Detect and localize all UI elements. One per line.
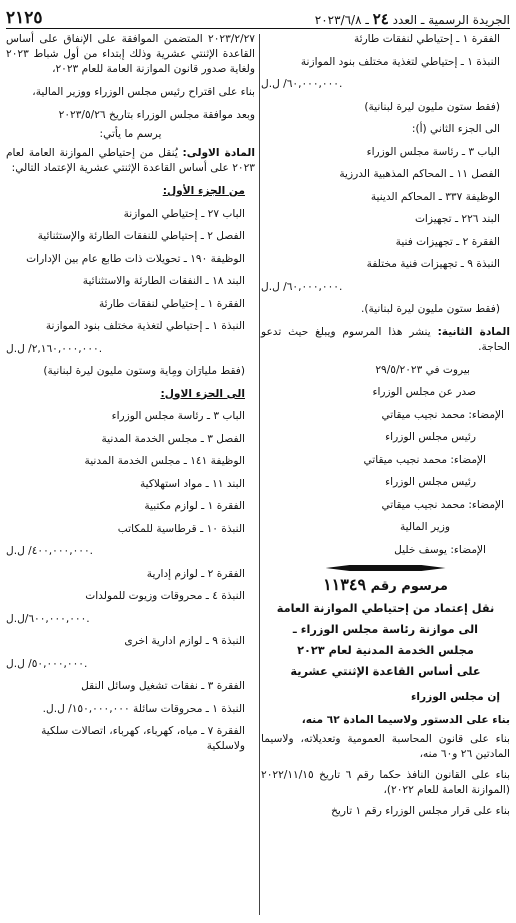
part-heading: الى الجزء الثاني (أ): [411, 123, 500, 135]
line: الباب ٣ ـ رئاسة مجلس الوزراء [111, 410, 245, 422]
signature: الإمضاء: محمد نجيب ميقاتي [381, 408, 504, 421]
amount-words: (فقط ستون مليون ليرة لبنانية) [364, 100, 500, 113]
amount-words: (فقط مليارَان ومِاية وستون مليون ليرة لبنانية) [43, 365, 245, 377]
line: النبذة ١ ـ محروقات سائلة ١٥٠,٠٠٠,٠٠٠/ ل.ل. [42, 702, 245, 715]
line: الفقرة ٧ ـ مياه، كهرباء، كهرباء، اتصالات سلكية ولاسلكية [41, 725, 245, 752]
decree-title-line: نقل إعتماد من إحتياطي الموازنة العامة [276, 602, 495, 615]
basis: بناء على قانون المحاسبة العمومية وتعديلاته، ولاسيما المادتين ٢٦ و٦٠ منه، [261, 732, 510, 760]
page-number: ٢١٢٥ [6, 8, 43, 28]
line: الفقرة ٢ ـ تجهيزات فنية [395, 235, 500, 248]
page-header [6, 6, 510, 29]
amount: ٥٠,٠٠٠,٠٠٠/ ل.ل. [6, 657, 88, 670]
line: البند ١٨ ـ النفقات الطارئة والاستثنائية [82, 275, 245, 287]
line: الوظيفة ١٩٠ ـ تحويلات ذات طابع عام بين الإدارات [26, 252, 245, 265]
decree-number-value: ١١٣٤٩ [323, 575, 367, 594]
article-text: يُنقل من إحتياطي الموازنة العامة لعام ٢٠٢٣ على أساس القاعدة الإثنتي عشرية الإعتماد التالي: [6, 147, 255, 174]
amount: ٦٠,٠٠٠,٠٠٠/ ل.ل. [261, 280, 343, 293]
line: الفصل ٣ ـ مجلس الخدمة المدنية [101, 432, 245, 445]
signature: الإمضاء: محمد نجيب ميقاتي [363, 453, 486, 466]
signature: الإمضاء: يوسف خليل [394, 543, 486, 556]
line: النبذة ٩ ـ تجهيزات فنية مختلفة [366, 258, 500, 270]
article-2 [261, 325, 510, 355]
basis: بناء على القانون النافذ حكما رقم ٦ تاريخ ٢٠٢٢/١١/١٥ (الموازنة العامة للعام ٢٠٢٢)، [261, 768, 510, 796]
decree-title-line: على أساس القاعدة الإثنتي عشرية [290, 665, 481, 678]
decrees-heading: يرسم ما يأتي: [99, 128, 162, 140]
part-heading: الى الجزء الاول: [160, 387, 245, 400]
line: البند ٢٢٦ ـ تجهيزات [414, 213, 500, 225]
place-date: بيروت في ٢٩/٥/٢٠٢٣ [375, 363, 470, 376]
line: الباب ٢٧ ـ إحتياطي الموازنة [123, 207, 245, 220]
article-text: ينشر هذا المرسوم ويبلغ حيث تدعو الحاجة. [261, 325, 510, 353]
line: الفقرة ١ ـ لوازم مكتبية [144, 500, 245, 512]
line: الفقرة ٢ ـ لوازم إدارية [146, 567, 245, 580]
amount: ٦٠٠,٠٠٠,٠٠٠/ل.ل. [6, 612, 90, 625]
line: النبذة ١ ـ إحتياطي لتغذية مختلف بنود الموازنة [45, 320, 245, 332]
line: الفقرة ١ ـ إحتياطي لنفقات طارئة [353, 33, 500, 45]
amount: ٢,١٦٠,٠٠٠,٠٠٠/ ل.ل. [6, 342, 103, 355]
issue-date: ـ ٢٠٢٣/٦/٨ [314, 13, 369, 27]
article-1 [6, 146, 255, 176]
article-label: المادة الاولى: [182, 147, 255, 159]
decree-number [261, 577, 510, 594]
article-label: المادة الثانية: [437, 325, 510, 338]
gazette-title [315, 10, 510, 28]
line: الوظيفة ٣٣٧ ـ المحاكم الدينية [370, 190, 500, 203]
signature: الإمضاء: محمد نجيب ميقاتي [381, 498, 504, 511]
line: الباب ٣ ـ رئاسة مجلس الوزراء [366, 145, 500, 158]
line: النبذة ١ ـ إحتياطي لتغذية مختلف بنود الموازنة [300, 55, 500, 68]
amount: ٦٠,٠٠٠,٠٠٠/ ل.ل. [261, 78, 343, 90]
line: الفقرة ٣ ـ نفقات تشغيل وسائل النقل [81, 680, 245, 692]
paragraph: بناء على اقتراح رئيس مجلس الوزراء ووزير المالية، [32, 86, 255, 98]
decree-title-line: مجلس الخدمة المدنية لعام ٢٠٢٣ [297, 644, 474, 657]
line: النبذة ٤ ـ محروقات وزيوت للمولدات [85, 590, 245, 602]
right-column [261, 32, 510, 919]
line: الفقرة ١ ـ إحتياطي لنفقات طارئة [98, 297, 245, 310]
part-heading: من الجزء الأول: [162, 185, 245, 197]
paragraph: وبعد موافقة مجلس الوزراء بتاريخ ٢٠٢٣/٥/٢٦ [58, 109, 255, 121]
signer-role: وزير المالية [399, 521, 450, 533]
amount: ٤٠٠,٠٠٠,٠٠٠/ ل.ل. [6, 545, 94, 557]
column-divider [259, 34, 260, 915]
signer-role: رئيس مجلس الوزراء [385, 476, 476, 488]
issued-by: صدر عن مجلس الوزراء [372, 386, 476, 398]
decree-title-line: الى موازنة رئاسة مجلس الوزراء ـ [292, 623, 479, 636]
paragraph: ٢٠٢٣/٢/٢٧ المتضمن الموافقة على الإنفاق على أساس القاعدة الإثنتي عشرية وذلك إبتداء من أول شباط ٢٠٢٣ ولغاية صدور قانون الموازنة العامة للعام ٢٠٢٣، [6, 33, 255, 75]
issue-number: ٢٤ [372, 10, 389, 28]
line: الوظيفة ١٤١ ـ مجلس الخدمة المدنية [84, 455, 245, 467]
decree-title [261, 598, 510, 682]
basis: بناء على الدستور ولاسيما المادة ٦٢ منه، [301, 713, 510, 726]
amount-words: (فقط ستون مليون ليرة لبنانية). [360, 303, 500, 315]
line: الفصل ١١ ـ المحاكم المذهبية الدرزية [339, 168, 500, 180]
line: النبذة ١٠ ـ قرطاسية للمكاتب [117, 522, 245, 535]
line: البند ١١ ـ مواد استهلاكية [139, 477, 245, 490]
line: الفصل ٢ ـ إحتياطي للنفقات الطارئة والإستثنائية [37, 230, 245, 242]
issuer: إن مجلس الوزراء [410, 691, 500, 703]
decree-label: مرسوم رقم [370, 579, 448, 594]
signer-role: رئيس مجلس الوزراء [385, 431, 476, 443]
section-divider-ornament [261, 565, 510, 571]
basis: بناء على قرار مجلس الوزراء رقم ١ تاريخ [331, 804, 510, 817]
line: النبذة ٩ ـ لوازم ادارية اخرى [124, 635, 245, 647]
left-column [6, 32, 255, 919]
gazette-name: الجريدة الرسمية ـ العدد [392, 13, 510, 27]
